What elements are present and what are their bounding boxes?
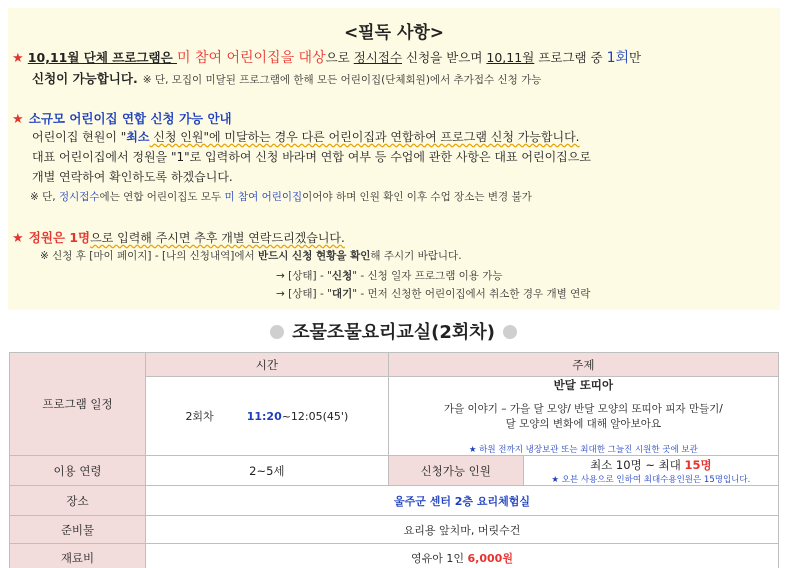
topic-desc-2: 달 모양의 변화에 대해 알아보아요 [505,418,662,430]
item3-l2a: → [상태] - " [276,270,332,282]
item2-line2: 대표 어린이집에서 정원을 "1"로 입력하여 신청 바라며 연합 여부 등 수업에 관한 사항은 대표 어린이집으로 [32,150,591,164]
item3-status-apply: 신청 [331,270,353,282]
item1-months: 10,11월 [486,50,535,65]
capacity-min: 최소 10명 ~ 최대 [590,457,685,472]
notice-item-1-line2 [32,68,541,87]
item2-nonparticipant: 미 참여 어린이집 [224,191,303,203]
capacity-note: ★ 오븐 사용으로 인하여 최대수용인원은 15명입니다. [551,474,751,485]
item1-possible: 신청이 가능합니다. [32,71,138,86]
notice-title: <필독 사항> [343,23,445,43]
item2-line3: 개별 연락하여 확인하도록 하겠습니다. [32,170,233,184]
star-icon: ★ [12,231,24,246]
item3-l1c: 해 주시기 바랍니다. [370,250,462,262]
bullet-dot-icon [270,325,284,339]
fee-target: 영유아 1인 [411,551,468,565]
age-value: 2~5세 [146,456,389,486]
schedule-topic [388,377,778,456]
topic-desc-1: 가을 이야기 – 가을 달 모양/ 반달 모양의 또띠아 피자 만들기/ [443,403,723,415]
fee-amount: 6,000원 [467,551,513,565]
place-value: 울주군 센터 2층 요리체험실 [146,486,779,516]
star-icon: ★ [12,112,24,127]
item2-title: 소규모 어린이집 연합 신청 가능 안내 [28,111,232,126]
item2-regular: 정시접수 [58,191,100,203]
schedule-time [146,377,389,456]
item1-text-d: 프로그램 중 [534,50,607,65]
item2-l4e: 이어야 하며 인원 확인 이후 수업 장소는 변경 불가 [302,191,532,203]
item1-target: 미 참여 어린이집을 대상 [177,50,326,66]
item3-line2 [276,268,503,283]
item2-l1a: 어린이집 현원이 " [32,130,127,144]
capacity-value [523,456,778,486]
item3-capacity: 정원은 1명 [28,230,91,245]
item1-text-a: 10,11월 단체 프로그램은 [27,50,177,65]
item1-regular: 정시접수 [353,50,403,65]
label-prep: 준비물 [10,516,146,544]
header-topic: 주제 [388,353,778,377]
item3-l3c: " - 먼저 신청한 어린이집에서 취소한 경우 개별 연락 [352,288,591,300]
item2-l1c: 신청 인원"에 미달하는 경우 다른 어린이집과 연합하여 프로그램 신청 가능합니다. [149,130,580,144]
label-fee: 재료비 [10,544,146,568]
item3-line1 [40,248,462,263]
item2-minimum: 최소 [126,130,150,144]
item1-once: 1회 [606,50,630,66]
item3-l1a: ※ 신청 후 [마이 페이지] - [나의 신청내역]에서 [40,250,258,262]
notice-box [8,8,780,310]
session-label: 2회차 [185,410,214,423]
label-age: 이용 연령 [10,456,146,486]
program-title: 조물조물요리교실(2회차) [292,322,495,343]
item3-l2c: " - 신청 일자 프로그램 이용 가능 [352,270,503,282]
item3-text: 으로 입력해 주시면 추후 개별 연락드리겠습니다. [90,231,345,245]
item2-l4c: 에는 연합 어린이집도 모두 [99,191,225,203]
topic-note: ★ 하원 전까지 냉장보관 또는 최대한 그늘진 시원한 곳에 보관 [468,445,698,455]
item1-text-b: 으로 [325,50,354,65]
item2-line1 [32,128,580,145]
label-place: 장소 [10,486,146,516]
bullet-dot-icon [503,325,517,339]
notice-item-3 [12,227,345,246]
item1-text-c: 신청을 받으며 [402,50,487,65]
time-end: ~12:05(45') [281,410,349,423]
star-icon: ★ [12,51,24,66]
fee-value [146,544,779,568]
item2-line4 [30,189,532,204]
header-time: 시간 [146,353,389,377]
item3-line3 [276,286,590,301]
label-capacity: 신청가능 인원 [388,456,523,486]
time-start: 11:20 [246,410,282,423]
label-schedule: 프로그램 일정 [10,353,146,456]
item3-status-wait: 대기 [331,288,353,300]
notice-item-1 [12,47,641,67]
item1-text-e: 만 [629,50,642,65]
topic-title: 반달 또띠아 [553,378,614,392]
program-table [9,352,779,568]
capacity-max: 15명 [684,457,712,472]
item3-l3a: → [상태] - " [276,288,332,300]
item2-l4a: ※ 단, [30,191,59,203]
prep-value: 요리용 앞치마, 머릿수건 [146,516,779,544]
notice-item-2 [12,108,232,127]
item1-note: ※ 단, 모집이 미달된 프로그램에 한해 모든 어린이집(단체회원)에서 추가접수 신청 가능 [142,74,542,86]
program-heading [0,318,787,344]
item3-check: 반드시 신청 현황을 확인 [257,250,371,262]
capacity-range [524,457,778,473]
